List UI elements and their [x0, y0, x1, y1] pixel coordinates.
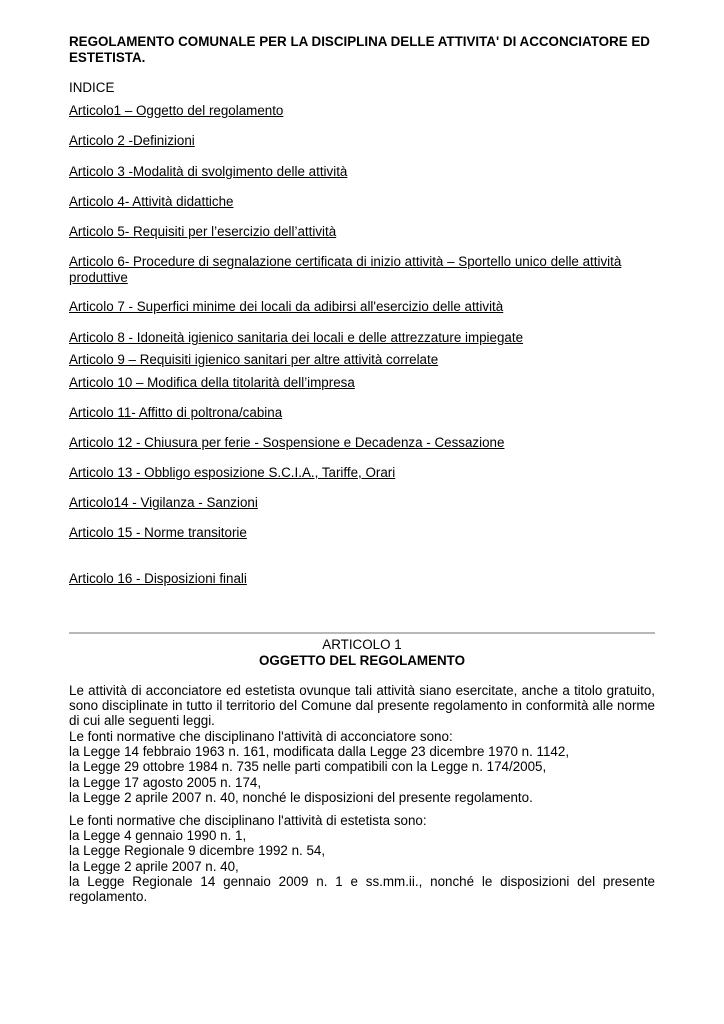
acconciatore-source-line: la Legge 17 agosto 2005 n. 174, — [69, 774, 262, 790]
toc-link-article-14[interactable]: Articolo14 - Vigilanza - Sanzioni — [69, 495, 258, 510]
toc-link-article-3[interactable]: Articolo 3 -Modalità di svolgimento delle attività — [69, 164, 348, 179]
index-heading: INDICE — [69, 80, 115, 95]
estetista-sources — [69, 813, 655, 904]
toc-link-article-4[interactable]: Articolo 4- Attività didattiche — [69, 194, 234, 209]
toc-link-article-11[interactable]: Articolo 11- Affitto di poltrona/cabina — [69, 405, 283, 420]
toc-link-article-5[interactable]: Articolo 5- Requisiti per l’esercizio dell’attività — [69, 224, 337, 239]
article-intro-paragraph: Le attività di acconciatore ed estetista ovunque tali attività siano esercitate, anche a titolo gratuito, sono disciplinate in tutto il territorio del Comune dal presente regolamento in conformità alle norme di cui alle seguenti leggi. — [69, 683, 655, 729]
toc-link-article-6[interactable]: Articolo 6- Procedure di segnalazione certificata di inizio attività – Sportello unico delle attività produttive — [69, 254, 622, 285]
acconciatore-source-line: la Legge 2 aprile 2007 n. 40, nonché le disposizioni del presente regolamento. — [69, 789, 533, 805]
estetista-source-line: la Legge Regionale 9 dicembre 1992 n. 54, — [69, 843, 326, 859]
article-heading: OGGETTO DEL REGOLAMENTO — [258, 653, 466, 668]
acconciatore-sources — [69, 729, 655, 805]
estetista-source-line: Le fonti normative che disciplinano l'attività di estetista sono: — [69, 813, 427, 828]
acconciatore-source-line: Le fonti normative che disciplinano l'attività di acconciatore sono: — [69, 729, 453, 744]
toc-link-article-16[interactable]: Articolo 16 - Disposizioni finali — [69, 571, 247, 586]
estetista-source-line-last: la Legge Regionale 14 gennaio 2009 n. 1 e ss.mm.ii., nonché le disposizioni del presente regolamento. — [69, 873, 655, 905]
section-divider — [69, 632, 655, 634]
toc-link-article-8[interactable]: Articolo 8 - Idoneità igienico sanitaria dei locali e delle attrezzature impiegate — [69, 330, 524, 345]
toc-link-article-12[interactable]: Articolo 12 - Chiusura per ferie - Sospensione e Decadenza - Cessazione — [69, 435, 505, 450]
estetista-source-line: la Legge 2 aprile 2007 n. 40, — [69, 858, 239, 874]
toc-link-article-15[interactable]: Articolo 15 - Norme transitorie — [69, 525, 247, 540]
estetista-source-line: la Legge 4 gennaio 1990 n. 1, — [69, 828, 247, 844]
toc-link-article-9[interactable]: Articolo 9 – Requisiti igienico sanitari per altre attività correlate — [69, 352, 439, 367]
document-title: REGOLAMENTO COMUNALE PER LA DISCIPLINA DELLE ATTIVITA' DI ACCONCIATORE ED ESTETISTA. — [69, 34, 650, 65]
toc-link-article-1[interactable]: Articolo1 – Oggetto del regolamento — [69, 103, 284, 118]
acconciatore-source-line: la Legge 14 febbraio 1963 n. 161, modificata dalla Legge 23 dicembre 1970 n. 1142, — [69, 744, 570, 760]
toc-link-article-7[interactable]: Articolo 7 - Superfici minime dei locali da adibirsi all'esercizio delle attività — [69, 299, 504, 314]
acconciatore-source-line: la Legge 29 ottobre 1984 n. 735 nelle parti compatibili con la Legge n. 174/2005, — [69, 759, 547, 775]
article-number: ARTICOLO 1 — [322, 637, 402, 652]
toc-link-article-13[interactable]: Articolo 13 - Obbligo esposizione S.C.I.A., Tariffe, Orari — [69, 465, 396, 480]
toc-link-article-2[interactable]: Articolo 2 -Definizioni — [69, 133, 195, 148]
toc-link-article-10[interactable]: Articolo 10 – Modifica della titolarità dell’impresa — [69, 375, 355, 390]
